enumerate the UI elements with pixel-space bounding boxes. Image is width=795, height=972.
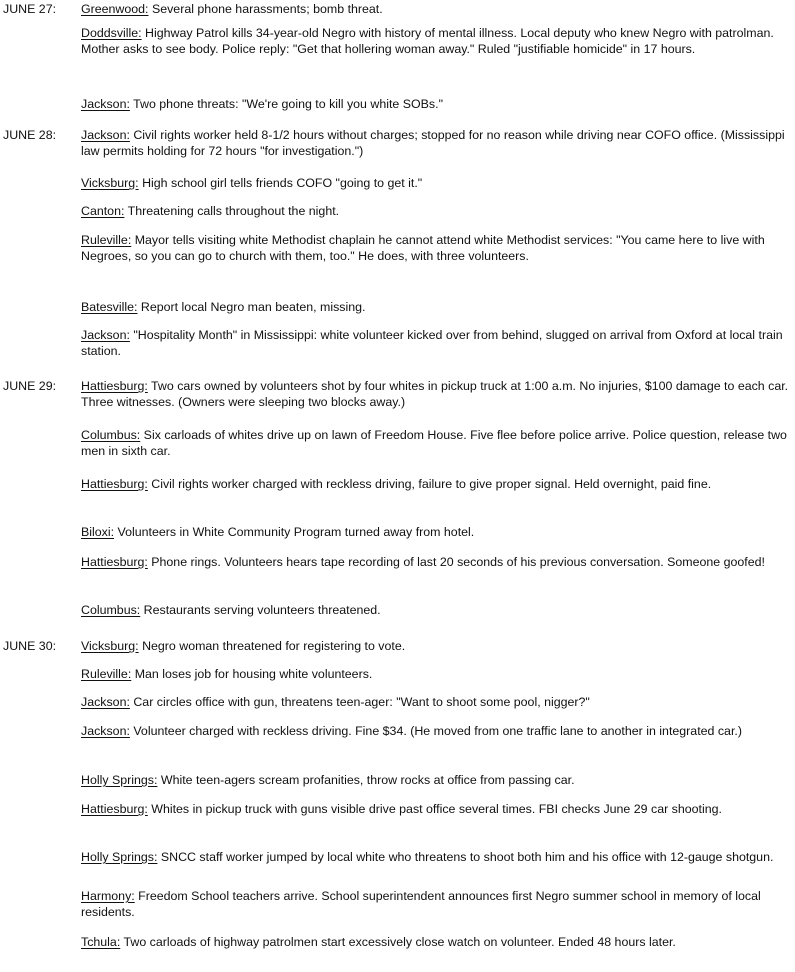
incident-text: Restaurants serving volunteers threatened. bbox=[140, 603, 381, 617]
day-section-june-27 bbox=[0, 1, 795, 117]
day-section-june-28 bbox=[0, 117, 795, 361]
location-name: Hattiesburg: bbox=[81, 477, 148, 491]
incident-entry bbox=[81, 427, 789, 459]
incident-entry bbox=[81, 694, 789, 710]
location-name: Vicksburg: bbox=[81, 176, 139, 190]
incident-entry bbox=[81, 1, 789, 17]
incident-text: Civil rights worker charged with reckless driving, failure to give proper signal. Held overnight, paid fine. bbox=[147, 477, 712, 491]
incident-text: Several phone harassments; bomb threat. bbox=[148, 2, 383, 16]
location-name: Vicksburg: bbox=[81, 639, 139, 653]
incident-entry bbox=[81, 723, 789, 739]
incident-text: Two phone threats: "We're going to kill you white SOBs." bbox=[129, 97, 443, 111]
incident-entry bbox=[81, 203, 789, 219]
incident-text: Car circles office with gun, threatens teen-ager: "Want to shoot some pool, nigger?" bbox=[129, 695, 590, 709]
incident-entry bbox=[81, 849, 789, 865]
location-name: Hattiesburg: bbox=[81, 555, 148, 569]
incident-text: Phone rings. Volunteers hears tape recording of last 20 seconds of his previous conversation. Someone goofed! bbox=[147, 555, 765, 569]
location-name: Columbus: bbox=[81, 603, 141, 617]
incident-text: Volunteers in White Community Program turned away from hotel. bbox=[114, 525, 475, 539]
location-name: Holly Springs: bbox=[81, 850, 158, 864]
location-name: Biloxi: bbox=[81, 525, 115, 539]
incident-text: Threatening calls throughout the night. bbox=[124, 204, 340, 218]
incident-entry bbox=[81, 554, 789, 570]
incident-text: Man loses job for housing white volunteers. bbox=[131, 667, 373, 681]
incident-entry bbox=[81, 524, 789, 540]
location-name: Jackson: bbox=[81, 97, 130, 111]
incident-entry bbox=[81, 801, 789, 817]
incident-entry bbox=[81, 327, 789, 359]
incident-text: "Hospitality Month" in Mississippi: white volunteer kicked over from behind, slugged on arrival from Oxford at local train station. bbox=[81, 328, 783, 358]
location-name: Columbus: bbox=[81, 428, 141, 442]
location-name: Ruleville: bbox=[81, 233, 132, 247]
incident-entry bbox=[81, 96, 789, 112]
incident-entry bbox=[81, 888, 789, 920]
day-section-june-30 bbox=[0, 626, 795, 966]
incident-text: White teen-agers scream profanities, throw rocks at office from passing car. bbox=[157, 773, 575, 787]
incident-entry bbox=[81, 175, 789, 191]
incident-entry bbox=[81, 476, 789, 492]
incident-text: Negro woman threatened for registering to vote. bbox=[138, 639, 406, 653]
incident-text: High school girl tells friends COFO "going to get it." bbox=[138, 176, 423, 190]
incident-entry bbox=[81, 638, 789, 654]
date-label: JUNE 28: bbox=[3, 128, 57, 142]
incident-text: Civil rights worker held 8-1/2 hours without charges; stopped for no reason while driving near COFO office. (Mississippi law permits holding for 72 hours "for investigation.") bbox=[81, 128, 785, 158]
incident-text: Whites in pickup truck with guns visible drive past office several times. FBI checks June 29 car shooting. bbox=[147, 802, 722, 816]
incident-entry bbox=[81, 934, 789, 950]
date-label: JUNE 30: bbox=[3, 639, 57, 653]
incident-entry bbox=[81, 666, 789, 682]
incident-text: Six carloads of whites drive up on lawn of Freedom House. Five flee before police arrive. Police question, release two men in sixth car. bbox=[81, 428, 787, 458]
location-name: Hattiesburg: bbox=[81, 379, 148, 393]
incident-entry bbox=[81, 25, 789, 57]
location-name: Batesville: bbox=[81, 300, 138, 314]
incident-entry bbox=[81, 232, 789, 264]
location-name: Greenwood: bbox=[81, 2, 149, 16]
incident-entry bbox=[81, 378, 789, 410]
location-name: Doddsville: bbox=[81, 26, 142, 40]
incident-text: Highway Patrol kills 34-year-old Negro with history of mental illness. Local deputy who knew Negro with patrolman. Mother asks to see body. Police reply: "Get that hollering woman away." Ruled "justifiable homicide" in 17 hours. bbox=[81, 26, 774, 56]
date-label: JUNE 29: bbox=[3, 379, 57, 393]
location-name: Canton: bbox=[81, 204, 125, 218]
incident-text: Freedom School teachers arrive. School superintendent announces first Negro summer school in memory of local residents. bbox=[81, 889, 761, 919]
incident-text: Two carloads of highway patrolmen start excessively close watch on volunteer. Ended 48 hours later. bbox=[120, 935, 676, 949]
date-label: JUNE 27: bbox=[3, 2, 57, 16]
incident-text: Two cars owned by volunteers shot by four whites in pickup truck at 1:00 a.m. No injuries, $100 damage to each car. Three witnesses. (Owners were sleeping two blocks away.) bbox=[81, 379, 789, 409]
location-name: Jackson: bbox=[81, 724, 130, 738]
incident-entry bbox=[81, 772, 789, 788]
incident-text: Report local Negro man beaten, missing. bbox=[137, 300, 366, 314]
incident-entry bbox=[81, 127, 789, 159]
location-name: Jackson: bbox=[81, 128, 130, 142]
location-name: Tchula: bbox=[81, 935, 121, 949]
incident-text: Mayor tells visiting white Methodist chaplain he cannot attend white Methodist services: "You came here to live with Negroes, so you can go to church with them, too." He does, with three volunteers. bbox=[81, 233, 765, 263]
location-name: Holly Springs: bbox=[81, 773, 158, 787]
location-name: Harmony: bbox=[81, 889, 135, 903]
location-name: Hattiesburg: bbox=[81, 802, 148, 816]
location-name: Ruleville: bbox=[81, 667, 132, 681]
day-section-june-29 bbox=[0, 361, 795, 626]
incident-entry bbox=[81, 602, 789, 618]
location-name: Jackson: bbox=[81, 328, 130, 342]
incident-entry bbox=[81, 299, 789, 315]
incident-text: Volunteer charged with reckless driving. Fine $34. (He moved from one traffic lane to another in integrated car.) bbox=[129, 724, 742, 738]
incident-text: SNCC staff worker jumped by local white who threatens to shoot both him and his office with 12-gauge shotgun. bbox=[157, 850, 774, 864]
location-name: Jackson: bbox=[81, 695, 130, 709]
